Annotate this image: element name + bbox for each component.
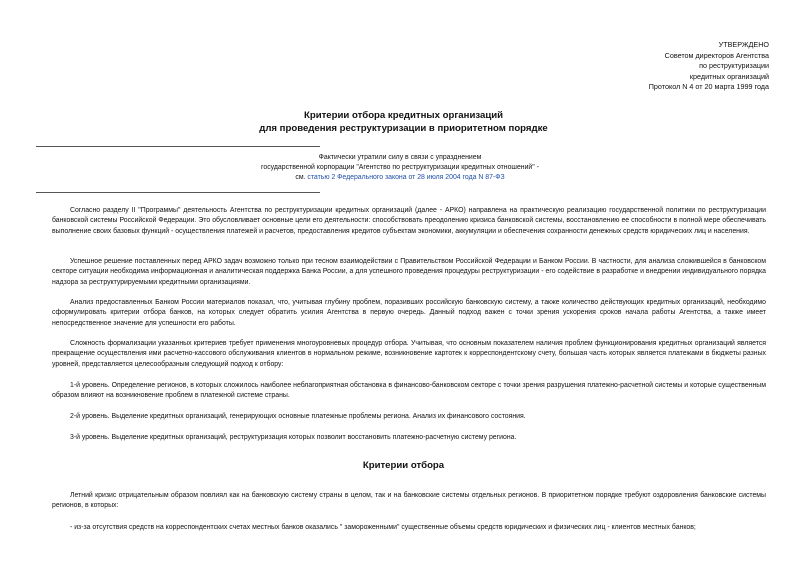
- approval-line: Советом директоров Агентства: [664, 50, 769, 60]
- notice-prefix: см.: [295, 174, 306, 182]
- divider-top: [36, 146, 320, 147]
- divider-bottom: [36, 192, 320, 193]
- approval-heading: УТВЕРЖДЕНО: [718, 40, 769, 49]
- document-title-line1: Критерии отбора кредитных организаций: [303, 110, 504, 121]
- validity-notice: [200, 153, 600, 184]
- paragraph-crisis: Летний кризис отрицательным образом повлиял как на банковскую систему страны в целом, так и на банковские системы отдельных регионов. В приоритетном порядке требуют оздоровления банковские системы регионов, в которых:: [52, 492, 766, 510]
- notice-line: государственной корпорации "Агентство по реструктуризации кредитных отношений" -: [261, 164, 539, 172]
- list-item: - из-за отсутствия средств на корреспондентских счетах местных банков оказались " замороженными" существенные объемы средств юридических и физических лиц - клиентов местных банков;: [70, 524, 696, 531]
- approval-line: по реструктуризации: [699, 61, 769, 71]
- section-title: Критерии отбора: [362, 460, 445, 471]
- paragraph-level-1: 1-й уровень. Определение регионов, в которых сложилось наиболее неблагоприятная обстановка в финансово-банковском секторе с точки зрения разрушения платежно-расчетной системы и которые существенным образом влияют на возникновение проблем в платежной системе страны.: [52, 382, 766, 400]
- document-title: [0, 110, 807, 136]
- approval-line: кредитных организаций: [689, 71, 769, 81]
- law-link[interactable]: статью 2 Федерального закона от 28 июля 2004 года N 87-ФЗ: [307, 174, 505, 182]
- paragraph-analysis: Анализ предоставленных Банком России материалов показал, что, учитывая глубину проблем, поразивших российскую банковскую систему, а также количество действующих кредитных организаций, необходимо сформулировать критерии отбора банков, на которых следует обратить усилия Агентства в первую очередь. Данный подход важен с точки зрения ускорения сроков начала работы Агентства, а также имеет непосредственное значение для успешности его работы.: [52, 299, 766, 327]
- approval-protocol: Протокол N 4 от 20 марта 1999 года: [648, 82, 769, 92]
- notice-line: Фактически утратили силу в связи с упразднением: [318, 154, 482, 161]
- paragraph-cooperation: Успешное решение поставленных перед АРКО задач возможно только при тесном взаимодействии с Правительством Российской Федерации и Банком России. В частности, для анализа сложившейся в банковском секторе ситуации необходима информационная и аналитическая поддержка Банка России, а для успешного проведения процедуры реструктуризации - его содействие в разработке и внедрении индивидуального порядка надзора за реструктурируемыми кредитными организациями.: [52, 258, 766, 286]
- paragraph-level-2: 2-й уровень. Выделение кредитных организаций, генерирующих основные платежные проблемы региона. Анализ их финансового состояния.: [70, 413, 526, 420]
- paragraph-level-3: 3-й уровень. Выделение кредитных организаций, реструктуризация которых позволит восстановить платежно-расчетную систему региона.: [70, 434, 517, 441]
- approval-block: [529, 40, 769, 93]
- paragraph-complexity: Сложность формализации указанных критериев требует применения многоуровневых процедур отбора. Учитывая, что основным показателем наличия проблем функционирования кредитных организаций является прекращение осуществления ими расчетно-кассового обслуживания клиентов в нормальном режиме, возникновение картотек к корреспондентскому счету, большая часть которых является платежами в бюджеты разных уровней, представляется целесообразным следующий подход к отбору:: [52, 340, 766, 368]
- paragraph-intro: Согласно разделу II "Программы" деятельность Агентства по реструктуризации кредитных организаций (далее - АРКО) направлена на практическую реализацию государственной политики по реструктуризации банковской системы Российской Федерации. Это обусловливает основные цели его деятельности: способствовать преодолению кризиса банковской системы, восстановлению ее способности в полной мере обеспечивать выполнение своих базовых функций - осуществления платежей и расчетов, предоставления кредитов субъектам экономики, аккумуляции и обеспечения сохранности денежных средств юридических лиц и населения.: [52, 207, 766, 235]
- document-title-line2: для проведения реструктуризации в приоритетном порядке: [259, 122, 548, 134]
- notice-line: [200, 173, 600, 183]
